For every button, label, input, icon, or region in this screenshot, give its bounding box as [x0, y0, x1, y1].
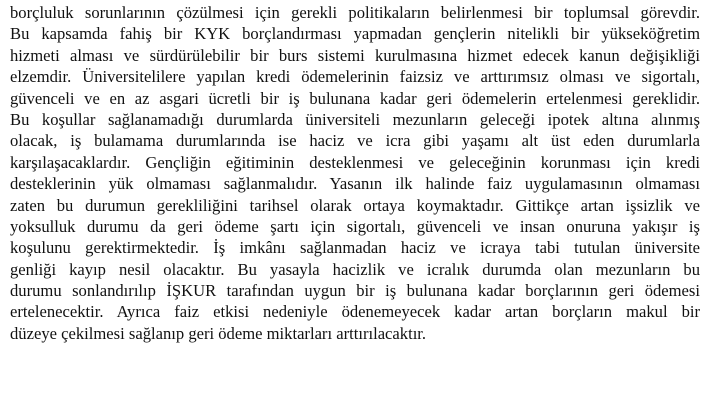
text-line-9: desteklerinin yük olmaması sağlanmalıdır. Yasanın ilk halinde faiz uygulamasının olmaması [10, 174, 700, 194]
text-line-11: yoksulluk durumu da geri ödeme şartı için sigortalı, güvenceli ve insan onuruna yakışır iş [10, 216, 700, 236]
text-line-12: koşulunu gerektirmektedir. İş imkânı sağlanmadan haciz ve icraya tabi tutulan üniversite [10, 238, 700, 258]
text-line-6: Bu koşullar sağlanamadığı durumlarda üniversiteli mezunların geleceği ipotek altına alınmış [10, 109, 700, 129]
text-line-3: hizmeti alması ve sürdürülebilir bir burs sistemi kurulmasına hizmet edecek kanun değişikliği [10, 45, 700, 65]
text-line-13: genliği kayıp nesil olacaktır. Bu yasayla hacizlik ve icralık durumda olan mezunların bu [10, 259, 700, 279]
text-line-15: ertelenecektir. Ayrıca faiz etkisi nedeniyle ödenemeyecek kadar artan borçların makul bir [10, 302, 700, 322]
text-line-16: düzeye çekilmesi sağlanıp geri ödeme miktarları arttırılacaktır. [10, 323, 427, 343]
text-line-2: Bu kapsamda fahiş bir KYK borçlandırması yapmadan gençlerin nitelikli bir yükseköğretim [10, 24, 700, 44]
text-line-4: elzemdir. Üniversitelilere yapılan kredi ödemelerinin faizsiz ve arttırımsız olması ve sigortalı, [10, 67, 700, 87]
text-line-8: karşılaşacaklardır. Gençliğin eğitiminin desteklenmesi ve geleceğinin korunması için kredi [10, 152, 700, 172]
text-line-1: borçluluk sorunlarının çözülmesi için gerekli politikaların belirlenmesi bir toplumsal görevdir. [10, 3, 700, 22]
text-line-7: olacak, iş bulamama durumlarında ise haciz ve icra gibi yaşamı alt üst eden durumlarla [10, 131, 700, 151]
text-line-10: zaten bu durumun gerekliliğini tarihsel olarak ortaya koymaktadır. Gittikçe artan işsizlik ve [10, 195, 700, 215]
text-line-14: durumu sonlandırılıp İŞKUR tarafından uygun bir iş bulunana kadar borçlarının geri ödemesi [10, 281, 700, 301]
text-line-5: güvenceli ve en az asgari ücretli bir iş bulunana kadar geri ödemelerin ertelenmesi gereklidir. [10, 88, 700, 108]
document-page [10, 2, 700, 344]
